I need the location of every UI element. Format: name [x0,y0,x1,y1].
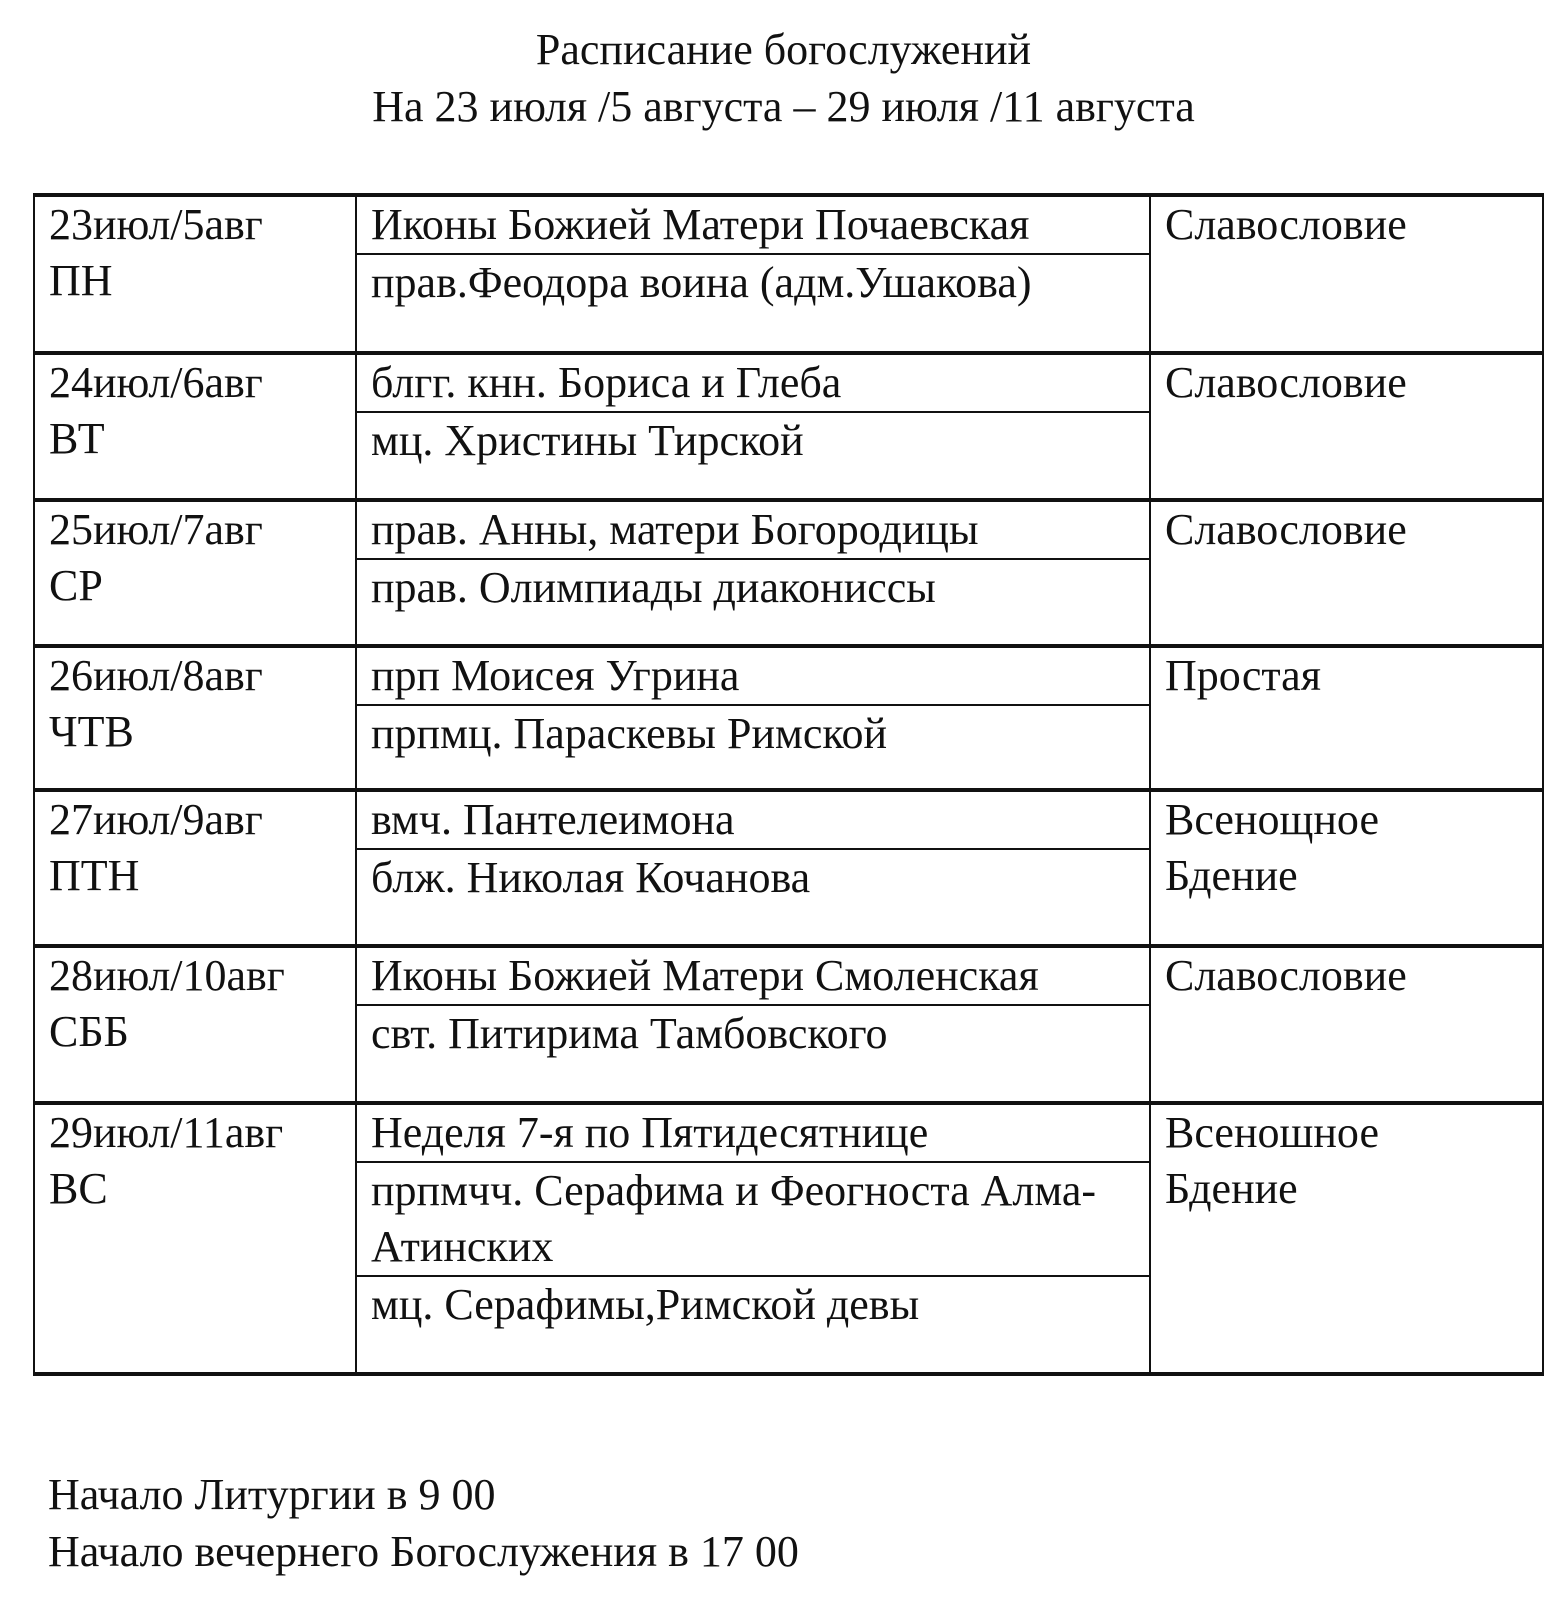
service-cell [1150,790,1543,946]
service-text: Простая [1165,651,1321,700]
service-text: Славословие [1165,358,1407,407]
service-cell [1150,646,1543,790]
saint-entry: блгг. кнн. Бориса и Глеба [357,355,1149,413]
service-text: Славословие [1165,200,1407,249]
date-cell [34,1103,356,1374]
schedule-table [33,193,1544,1376]
date-text: 25июл/7авг [49,505,263,554]
saint-entry: прпмчч. Серафима и Феогноста Алма-Атинских [357,1163,1149,1277]
saint-entry: Иконы Божией Матери Почаевская [357,197,1149,255]
saint-entry: прп Моисея Угрина [357,648,1149,706]
saints-cell [356,195,1150,353]
saints-cell [356,790,1150,946]
service-cell [1150,946,1543,1103]
service-text: Всенощное [1165,795,1379,844]
date-text: 23июл/5авг [49,200,263,249]
saints-cell [356,1103,1150,1374]
date-cell [34,946,356,1103]
saint-entry: прав. Олимпиады диакониссы [371,563,936,612]
date-cell [34,353,356,500]
table-row [34,500,1543,646]
saint-entry: прав. Анны, матери Богородицы [357,502,1149,560]
weekday-text: СББ [49,1007,129,1056]
weekday-text: ЧТВ [49,707,134,756]
saint-entry: мц. Христины Тирской [371,416,804,465]
date-cell [34,500,356,646]
saints-cell [356,646,1150,790]
date-cell [34,195,356,353]
table-row [34,195,1543,353]
date-text: 27июл/9авг [49,795,263,844]
service-text: Бдение [1165,851,1298,900]
date-text: 28июл/10авг [49,951,285,1000]
saint-entry: блж. Николая Кочанова [371,853,811,902]
date-text: 26июл/8авг [49,651,263,700]
saint-entry: Неделя 7-я по Пятидесятнице [357,1105,1149,1163]
weekday-text: ПТН [49,851,140,900]
saints-cell [356,946,1150,1103]
service-cell [1150,500,1543,646]
date-text: 24июл/6авг [49,358,263,407]
saint-entry: мц. Серафимы,Римской девы [371,1280,920,1329]
table-row [34,646,1543,790]
date-cell [34,646,356,790]
saint-entry: прпмц. Параскевы Римской [371,709,888,758]
saints-cell [356,353,1150,500]
liturgy-time-note: Начало Литургии в 9 00 [48,1470,496,1519]
page-subtitle: На 23 июля /5 августа – 29 июля /11 августа [372,82,1195,131]
table-row [34,790,1543,946]
table-row [34,1103,1543,1374]
weekday-text: СР [49,561,103,610]
service-text: Славословие [1165,505,1407,554]
service-cell [1150,1103,1543,1374]
weekday-text: ВТ [49,414,105,463]
table-row [34,946,1543,1103]
service-text: Всеношное [1165,1108,1379,1157]
service-cell [1150,195,1543,353]
page-title: Расписание богослужений [535,25,1032,74]
service-text: Бдение [1165,1164,1298,1213]
saints-cell [356,500,1150,646]
saint-entry: прав.Феодора воина (адм.Ушакова) [371,258,1032,307]
saint-entry: свт. Питирима Тамбовского [371,1009,888,1058]
table-row [34,353,1543,500]
saint-entry: Иконы Божией Матери Смоленская [357,948,1149,1006]
weekday-text: ПН [49,256,113,305]
vespers-time-note: Начало вечернего Богослужения в 17 00 [48,1527,799,1576]
date-text: 29июл/11авг [49,1108,284,1157]
weekday-text: ВС [49,1164,108,1213]
service-cell [1150,353,1543,500]
saint-entry: вмч. Пантелеимона [357,792,1149,850]
date-cell [34,790,356,946]
service-text: Славословие [1165,951,1407,1000]
